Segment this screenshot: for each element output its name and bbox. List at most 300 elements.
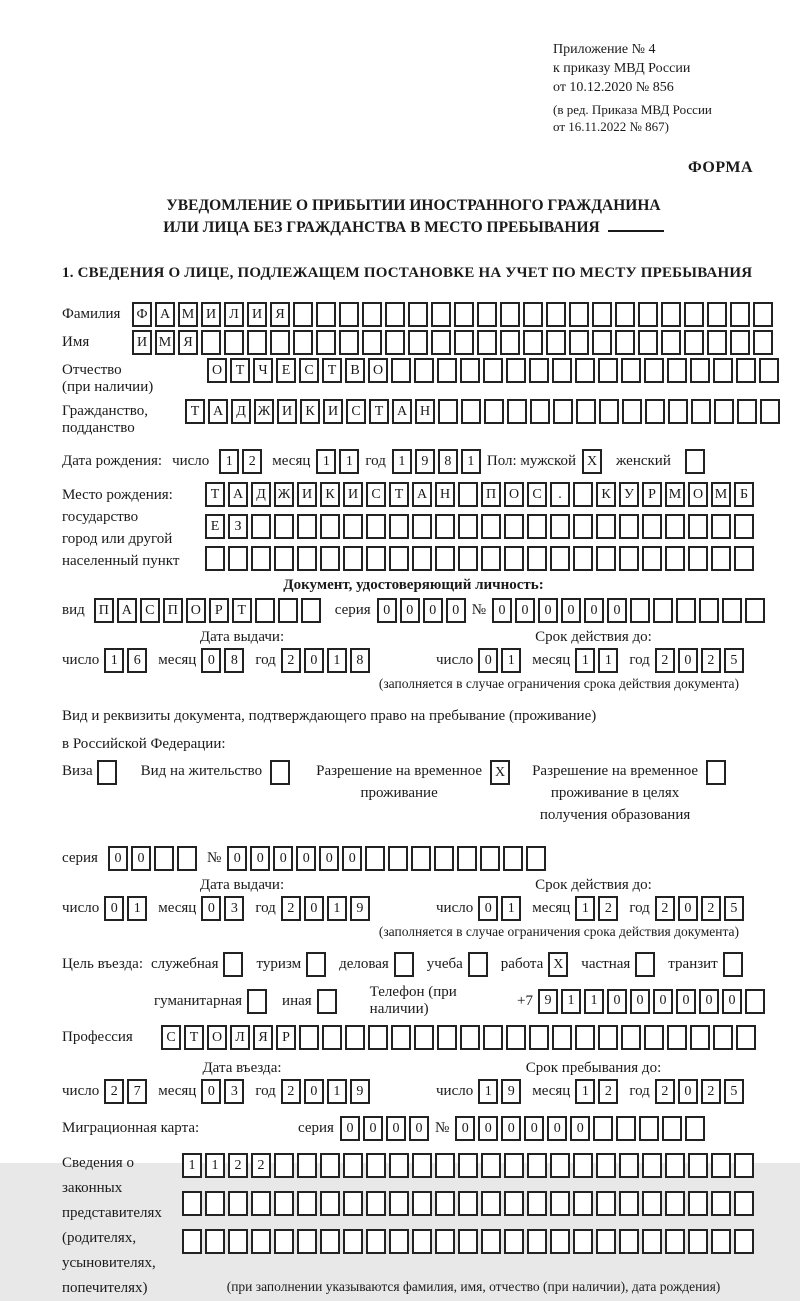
- char-cell[interactable]: [711, 1191, 731, 1216]
- char-cell[interactable]: [255, 598, 275, 623]
- char-cell[interactable]: М: [178, 302, 198, 327]
- char-cell[interactable]: 0: [131, 846, 151, 871]
- char-cell[interactable]: 0: [377, 598, 397, 623]
- char-cell[interactable]: И: [132, 330, 152, 355]
- char-cell[interactable]: Т: [185, 399, 205, 424]
- char-cell[interactable]: [504, 1229, 524, 1254]
- char-cell[interactable]: [662, 1116, 682, 1141]
- char-cell[interactable]: С: [140, 598, 160, 623]
- char-cell[interactable]: Ф: [132, 302, 152, 327]
- char-cell[interactable]: [297, 514, 317, 539]
- char-cell[interactable]: 0: [501, 1116, 521, 1141]
- char-cell[interactable]: [638, 302, 658, 327]
- char-cell[interactable]: [546, 302, 566, 327]
- char-cell[interactable]: 0: [676, 989, 696, 1014]
- char-cell[interactable]: 5: [724, 1079, 744, 1104]
- char-cell[interactable]: [343, 514, 363, 539]
- char-cell[interactable]: [619, 1153, 639, 1178]
- char-cell[interactable]: 1: [339, 449, 359, 474]
- char-cell[interactable]: [299, 1025, 319, 1050]
- char-cell[interactable]: [389, 546, 409, 571]
- char-cell[interactable]: [177, 846, 197, 871]
- char-cell[interactable]: [412, 1229, 432, 1254]
- char-cell[interactable]: [569, 302, 589, 327]
- char-cell[interactable]: 0: [201, 896, 221, 921]
- char-cell[interactable]: [385, 330, 405, 355]
- char-cell[interactable]: X: [490, 760, 510, 785]
- char-cell[interactable]: [688, 1229, 708, 1254]
- char-cell[interactable]: [676, 598, 696, 623]
- char-cell[interactable]: Н: [415, 399, 435, 424]
- char-cell[interactable]: [621, 1025, 641, 1050]
- char-cell[interactable]: [661, 302, 681, 327]
- char-cell[interactable]: Б: [734, 482, 754, 507]
- char-cell[interactable]: [644, 358, 664, 383]
- char-cell[interactable]: [622, 399, 642, 424]
- char-cell[interactable]: 0: [423, 598, 443, 623]
- char-cell[interactable]: [317, 989, 337, 1014]
- char-cell[interactable]: [154, 846, 174, 871]
- char-cell[interactable]: 0: [538, 598, 558, 623]
- char-cell[interactable]: [734, 1153, 754, 1178]
- char-cell[interactable]: 1: [584, 989, 604, 1014]
- char-cell[interactable]: [745, 598, 765, 623]
- char-cell[interactable]: [596, 1191, 616, 1216]
- char-cell[interactable]: [339, 302, 359, 327]
- char-cell[interactable]: 0: [584, 598, 604, 623]
- char-cell[interactable]: [437, 1025, 457, 1050]
- char-cell[interactable]: [576, 399, 596, 424]
- char-cell[interactable]: А: [208, 399, 228, 424]
- char-cell[interactable]: [391, 358, 411, 383]
- char-cell[interactable]: [667, 1025, 687, 1050]
- char-cell[interactable]: 2: [281, 896, 301, 921]
- char-cell[interactable]: 0: [722, 989, 742, 1014]
- char-cell[interactable]: [435, 1229, 455, 1254]
- char-cell[interactable]: 1: [327, 648, 347, 673]
- char-cell[interactable]: [550, 1191, 570, 1216]
- char-cell[interactable]: [389, 1191, 409, 1216]
- char-cell[interactable]: В: [345, 358, 365, 383]
- char-cell[interactable]: 1: [327, 896, 347, 921]
- char-cell[interactable]: О: [186, 598, 206, 623]
- char-cell[interactable]: Р: [642, 482, 662, 507]
- char-cell[interactable]: А: [412, 482, 432, 507]
- char-cell[interactable]: [251, 1191, 271, 1216]
- char-cell[interactable]: [322, 1025, 342, 1050]
- char-cell[interactable]: 0: [304, 1079, 324, 1104]
- char-cell[interactable]: [339, 330, 359, 355]
- char-cell[interactable]: [504, 1191, 524, 1216]
- char-cell[interactable]: [527, 514, 547, 539]
- char-cell[interactable]: [385, 302, 405, 327]
- char-cell[interactable]: [270, 760, 290, 785]
- char-cell[interactable]: [507, 399, 527, 424]
- char-cell[interactable]: [552, 358, 572, 383]
- char-cell[interactable]: 1: [575, 648, 595, 673]
- char-cell[interactable]: [759, 358, 779, 383]
- char-cell[interactable]: 1: [127, 896, 147, 921]
- char-cell[interactable]: [573, 546, 593, 571]
- char-cell[interactable]: [316, 302, 336, 327]
- char-cell[interactable]: [438, 399, 458, 424]
- char-cell[interactable]: [685, 449, 705, 474]
- char-cell[interactable]: [251, 546, 271, 571]
- char-cell[interactable]: 8: [350, 648, 370, 673]
- char-cell[interactable]: 2: [281, 1079, 301, 1104]
- char-cell[interactable]: Р: [276, 1025, 296, 1050]
- char-cell[interactable]: [615, 330, 635, 355]
- char-cell[interactable]: [707, 330, 727, 355]
- char-cell[interactable]: [575, 358, 595, 383]
- char-cell[interactable]: Т: [230, 358, 250, 383]
- char-cell[interactable]: [201, 330, 221, 355]
- char-cell[interactable]: [365, 846, 385, 871]
- char-cell[interactable]: О: [504, 482, 524, 507]
- char-cell[interactable]: [504, 514, 524, 539]
- char-cell[interactable]: [431, 330, 451, 355]
- char-cell[interactable]: [573, 1153, 593, 1178]
- char-cell[interactable]: [247, 330, 267, 355]
- char-cell[interactable]: [730, 302, 750, 327]
- char-cell[interactable]: [320, 514, 340, 539]
- char-cell[interactable]: [435, 514, 455, 539]
- char-cell[interactable]: [753, 302, 773, 327]
- char-cell[interactable]: 2: [242, 449, 262, 474]
- char-cell[interactable]: [730, 330, 750, 355]
- char-cell[interactable]: 1: [478, 1079, 498, 1104]
- char-cell[interactable]: [667, 358, 687, 383]
- char-cell[interactable]: [685, 1116, 705, 1141]
- char-cell[interactable]: 0: [570, 1116, 590, 1141]
- char-cell[interactable]: [320, 546, 340, 571]
- char-cell[interactable]: Т: [232, 598, 252, 623]
- char-cell[interactable]: У: [619, 482, 639, 507]
- char-cell[interactable]: [665, 1229, 685, 1254]
- char-cell[interactable]: 9: [350, 896, 370, 921]
- char-cell[interactable]: 1: [182, 1153, 202, 1178]
- char-cell[interactable]: [270, 330, 290, 355]
- char-cell[interactable]: [306, 952, 326, 977]
- char-cell[interactable]: [437, 358, 457, 383]
- char-cell[interactable]: [665, 514, 685, 539]
- char-cell[interactable]: 0: [492, 598, 512, 623]
- char-cell[interactable]: [592, 330, 612, 355]
- char-cell[interactable]: [366, 1229, 386, 1254]
- char-cell[interactable]: 6: [127, 648, 147, 673]
- char-cell[interactable]: [454, 330, 474, 355]
- char-cell[interactable]: 0: [319, 846, 339, 871]
- char-cell[interactable]: [527, 1191, 547, 1216]
- char-cell[interactable]: 9: [350, 1079, 370, 1104]
- char-cell[interactable]: Н: [435, 482, 455, 507]
- char-cell[interactable]: [251, 1229, 271, 1254]
- char-cell[interactable]: О: [688, 482, 708, 507]
- char-cell[interactable]: [481, 546, 501, 571]
- char-cell[interactable]: 1: [205, 1153, 225, 1178]
- char-cell[interactable]: [713, 358, 733, 383]
- char-cell[interactable]: [599, 399, 619, 424]
- char-cell[interactable]: С: [527, 482, 547, 507]
- char-cell[interactable]: 2: [655, 896, 675, 921]
- char-cell[interactable]: [182, 1229, 202, 1254]
- char-cell[interactable]: [550, 1153, 570, 1178]
- char-cell[interactable]: [529, 1025, 549, 1050]
- char-cell[interactable]: [389, 1229, 409, 1254]
- char-cell[interactable]: [573, 514, 593, 539]
- char-cell[interactable]: [711, 514, 731, 539]
- char-cell[interactable]: К: [300, 399, 320, 424]
- char-cell[interactable]: [297, 1229, 317, 1254]
- char-cell[interactable]: [630, 598, 650, 623]
- char-cell[interactable]: [684, 302, 704, 327]
- char-cell[interactable]: С: [366, 482, 386, 507]
- char-cell[interactable]: [596, 546, 616, 571]
- char-cell[interactable]: [480, 846, 500, 871]
- char-cell[interactable]: 0: [455, 1116, 475, 1141]
- char-cell[interactable]: С: [346, 399, 366, 424]
- char-cell[interactable]: [504, 1153, 524, 1178]
- char-cell[interactable]: [293, 302, 313, 327]
- char-cell[interactable]: [688, 1191, 708, 1216]
- char-cell[interactable]: [653, 598, 673, 623]
- char-cell[interactable]: [297, 1153, 317, 1178]
- char-cell[interactable]: [527, 546, 547, 571]
- char-cell[interactable]: 1: [219, 449, 239, 474]
- char-cell[interactable]: [408, 302, 428, 327]
- char-cell[interactable]: [408, 330, 428, 355]
- char-cell[interactable]: 3: [224, 896, 244, 921]
- char-cell[interactable]: [691, 399, 711, 424]
- char-cell[interactable]: [320, 1229, 340, 1254]
- char-cell[interactable]: 1: [392, 449, 412, 474]
- char-cell[interactable]: 2: [598, 896, 618, 921]
- char-cell[interactable]: [706, 760, 726, 785]
- char-cell[interactable]: [688, 514, 708, 539]
- char-cell[interactable]: 1: [561, 989, 581, 1014]
- char-cell[interactable]: [552, 1025, 572, 1050]
- char-cell[interactable]: [343, 546, 363, 571]
- char-cell[interactable]: [205, 1229, 225, 1254]
- char-cell[interactable]: [477, 330, 497, 355]
- char-cell[interactable]: [684, 330, 704, 355]
- char-cell[interactable]: 0: [227, 846, 247, 871]
- char-cell[interactable]: [247, 989, 267, 1014]
- char-cell[interactable]: М: [665, 482, 685, 507]
- char-cell[interactable]: [412, 546, 432, 571]
- char-cell[interactable]: [460, 1025, 480, 1050]
- char-cell[interactable]: [711, 546, 731, 571]
- char-cell[interactable]: [707, 302, 727, 327]
- char-cell[interactable]: 1: [575, 896, 595, 921]
- char-cell[interactable]: [457, 846, 477, 871]
- char-cell[interactable]: [274, 1229, 294, 1254]
- char-cell[interactable]: И: [201, 302, 221, 327]
- char-cell[interactable]: А: [117, 598, 137, 623]
- char-cell[interactable]: [699, 598, 719, 623]
- char-cell[interactable]: [713, 1025, 733, 1050]
- char-cell[interactable]: П: [163, 598, 183, 623]
- char-cell[interactable]: 0: [201, 1079, 221, 1104]
- char-cell[interactable]: [205, 546, 225, 571]
- char-cell[interactable]: [389, 1153, 409, 1178]
- char-cell[interactable]: [297, 546, 317, 571]
- char-cell[interactable]: [690, 358, 710, 383]
- char-cell[interactable]: [642, 514, 662, 539]
- char-cell[interactable]: 0: [607, 989, 627, 1014]
- char-cell[interactable]: [343, 1153, 363, 1178]
- char-cell[interactable]: [575, 1025, 595, 1050]
- char-cell[interactable]: [661, 330, 681, 355]
- char-cell[interactable]: 0: [304, 648, 324, 673]
- char-cell[interactable]: [435, 546, 455, 571]
- char-cell[interactable]: М: [155, 330, 175, 355]
- char-cell[interactable]: [458, 482, 478, 507]
- char-cell[interactable]: [616, 1116, 636, 1141]
- char-cell[interactable]: 2: [701, 1079, 721, 1104]
- char-cell[interactable]: [320, 1153, 340, 1178]
- char-cell[interactable]: 2: [281, 648, 301, 673]
- char-cell[interactable]: [737, 399, 757, 424]
- char-cell[interactable]: 0: [108, 846, 128, 871]
- char-cell[interactable]: [690, 1025, 710, 1050]
- char-cell[interactable]: О: [368, 358, 388, 383]
- char-cell[interactable]: [412, 1153, 432, 1178]
- char-cell[interactable]: 7: [127, 1079, 147, 1104]
- char-cell[interactable]: И: [323, 399, 343, 424]
- char-cell[interactable]: [753, 330, 773, 355]
- char-cell[interactable]: Ж: [254, 399, 274, 424]
- char-cell[interactable]: [228, 546, 248, 571]
- char-cell[interactable]: [484, 399, 504, 424]
- char-cell[interactable]: 2: [104, 1079, 124, 1104]
- char-cell[interactable]: 0: [607, 598, 627, 623]
- char-cell[interactable]: И: [297, 482, 317, 507]
- char-cell[interactable]: 0: [363, 1116, 383, 1141]
- char-cell[interactable]: О: [207, 1025, 227, 1050]
- char-cell[interactable]: 0: [678, 896, 698, 921]
- char-cell[interactable]: 9: [501, 1079, 521, 1104]
- char-cell[interactable]: [573, 482, 593, 507]
- char-cell[interactable]: [366, 514, 386, 539]
- char-cell[interactable]: 0: [678, 648, 698, 673]
- char-cell[interactable]: 0: [104, 896, 124, 921]
- char-cell[interactable]: П: [94, 598, 114, 623]
- char-cell[interactable]: [529, 358, 549, 383]
- char-cell[interactable]: [619, 1191, 639, 1216]
- char-cell[interactable]: [665, 1191, 685, 1216]
- char-cell[interactable]: К: [596, 482, 616, 507]
- char-cell[interactable]: [596, 514, 616, 539]
- char-cell[interactable]: [504, 546, 524, 571]
- char-cell[interactable]: Е: [205, 514, 225, 539]
- char-cell[interactable]: [688, 1153, 708, 1178]
- char-cell[interactable]: 2: [598, 1079, 618, 1104]
- char-cell[interactable]: [468, 952, 488, 977]
- char-cell[interactable]: [546, 330, 566, 355]
- char-cell[interactable]: [368, 1025, 388, 1050]
- char-cell[interactable]: 0: [653, 989, 673, 1014]
- char-cell[interactable]: [274, 1153, 294, 1178]
- char-cell[interactable]: [412, 514, 432, 539]
- char-cell[interactable]: [503, 846, 523, 871]
- char-cell[interactable]: 2: [701, 648, 721, 673]
- char-cell[interactable]: [621, 358, 641, 383]
- char-cell[interactable]: [320, 1191, 340, 1216]
- char-cell[interactable]: [523, 330, 543, 355]
- char-cell[interactable]: 1: [575, 1079, 595, 1104]
- char-cell[interactable]: Р: [209, 598, 229, 623]
- char-cell[interactable]: [316, 330, 336, 355]
- char-cell[interactable]: [362, 330, 382, 355]
- char-cell[interactable]: [638, 330, 658, 355]
- char-cell[interactable]: [297, 1191, 317, 1216]
- char-cell[interactable]: [389, 514, 409, 539]
- char-cell[interactable]: [388, 846, 408, 871]
- char-cell[interactable]: 0: [400, 598, 420, 623]
- char-cell[interactable]: [619, 514, 639, 539]
- char-cell[interactable]: [530, 399, 550, 424]
- char-cell[interactable]: [642, 1191, 662, 1216]
- char-cell[interactable]: 1: [327, 1079, 347, 1104]
- char-cell[interactable]: 1: [461, 449, 481, 474]
- char-cell[interactable]: 0: [547, 1116, 567, 1141]
- char-cell[interactable]: [598, 1025, 618, 1050]
- char-cell[interactable]: [435, 1191, 455, 1216]
- char-cell[interactable]: [182, 1191, 202, 1216]
- char-cell[interactable]: 0: [561, 598, 581, 623]
- char-cell[interactable]: [722, 598, 742, 623]
- char-cell[interactable]: [301, 598, 321, 623]
- char-cell[interactable]: 5: [724, 648, 744, 673]
- char-cell[interactable]: [411, 846, 431, 871]
- char-cell[interactable]: Я: [253, 1025, 273, 1050]
- char-cell[interactable]: [97, 760, 117, 785]
- char-cell[interactable]: П: [481, 482, 501, 507]
- char-cell[interactable]: [736, 1025, 756, 1050]
- char-cell[interactable]: 0: [630, 989, 650, 1014]
- char-cell[interactable]: А: [155, 302, 175, 327]
- char-cell[interactable]: 9: [415, 449, 435, 474]
- char-cell[interactable]: [642, 1153, 662, 1178]
- char-cell[interactable]: [642, 546, 662, 571]
- char-cell[interactable]: [414, 1025, 434, 1050]
- char-cell[interactable]: [760, 399, 780, 424]
- char-cell[interactable]: 1: [501, 648, 521, 673]
- char-cell[interactable]: [477, 302, 497, 327]
- char-cell[interactable]: [481, 1153, 501, 1178]
- char-cell[interactable]: [645, 399, 665, 424]
- char-cell[interactable]: [723, 952, 743, 977]
- char-cell[interactable]: 5: [724, 896, 744, 921]
- char-cell[interactable]: [665, 1153, 685, 1178]
- char-cell[interactable]: [569, 330, 589, 355]
- char-cell[interactable]: [550, 1229, 570, 1254]
- char-cell[interactable]: Т: [184, 1025, 204, 1050]
- char-cell[interactable]: М: [711, 482, 731, 507]
- char-cell[interactable]: [527, 1229, 547, 1254]
- char-cell[interactable]: И: [343, 482, 363, 507]
- char-cell[interactable]: [665, 546, 685, 571]
- char-cell[interactable]: [366, 1191, 386, 1216]
- char-cell[interactable]: 9: [538, 989, 558, 1014]
- char-cell[interactable]: [461, 399, 481, 424]
- char-cell[interactable]: [736, 358, 756, 383]
- char-cell[interactable]: [391, 1025, 411, 1050]
- char-cell[interactable]: [345, 1025, 365, 1050]
- char-cell[interactable]: [458, 1153, 478, 1178]
- char-cell[interactable]: 0: [296, 846, 316, 871]
